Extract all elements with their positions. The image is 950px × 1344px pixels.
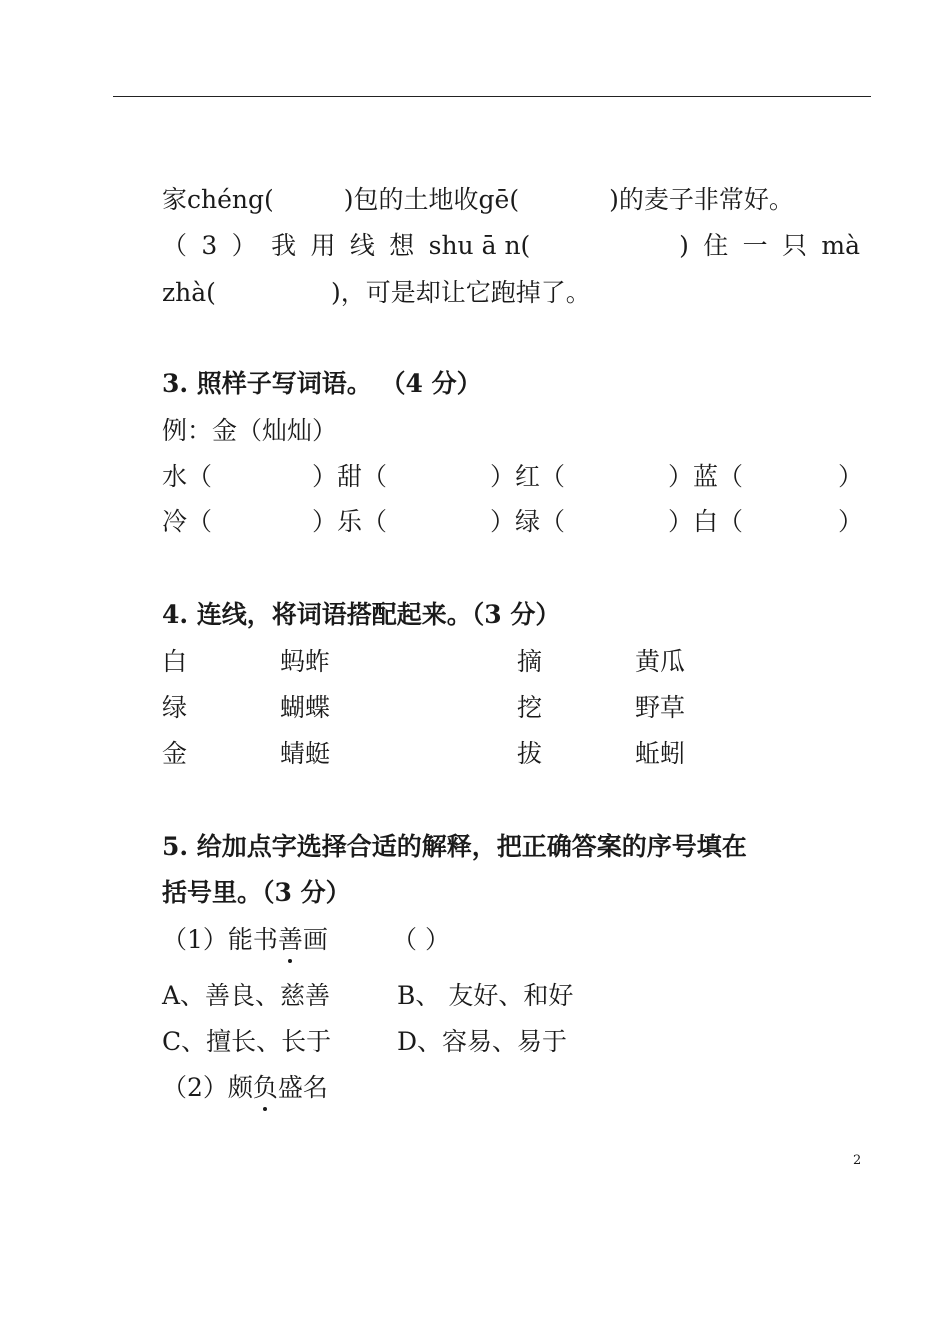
answer-blank: （ ）: [392, 925, 450, 954]
q3-title: 3. 照样子写词语。 （4 分）: [162, 369, 482, 398]
dotted-char: 善: [278, 923, 303, 957]
q5-item-1: （1）能书善画: [162, 923, 328, 957]
q4-word: 金: [162, 739, 188, 768]
q4-word: 绿: [162, 693, 188, 722]
q5-item-2: （2）颇负盛名: [162, 1071, 328, 1105]
q4-word: 蝴蝶: [280, 693, 331, 722]
q5-title-line-2: 括号里。（3 分）: [162, 878, 351, 907]
q4-word: 野草: [635, 693, 686, 722]
q5-title-line-1: 5. 给加点字选择合适的解释，把正确答案的序号填在: [162, 832, 747, 861]
q4-word: 黄瓜: [635, 647, 686, 676]
q4-word: 挖: [517, 693, 543, 722]
page-number: 2: [853, 1153, 862, 1168]
q2-line-2: （ 3 ） 我 用 线 想 shu ā n( ) 住 一 只 mà: [162, 231, 860, 260]
q4-word: 蚂蚱: [280, 647, 331, 676]
header-rule: [113, 96, 871, 97]
q4-word: 蜻蜓: [280, 739, 331, 768]
q4-title: 4. 连线，将词语搭配起来。（3 分）: [162, 600, 561, 629]
q4-word: 拔: [517, 739, 543, 768]
dotted-char: 负: [253, 1071, 278, 1105]
q4-word: 蚯蚓: [635, 739, 686, 768]
q4-word: 摘: [517, 647, 543, 676]
q2-line-3: zhà( )，可是却让它跑掉了。: [162, 278, 591, 307]
q3-example: 例：金（灿灿）: [162, 416, 338, 445]
q2-line-1: 家chéng( )包的土地收gē( )的麦子非常好。: [162, 185, 794, 214]
q4-word: 白: [162, 647, 188, 676]
